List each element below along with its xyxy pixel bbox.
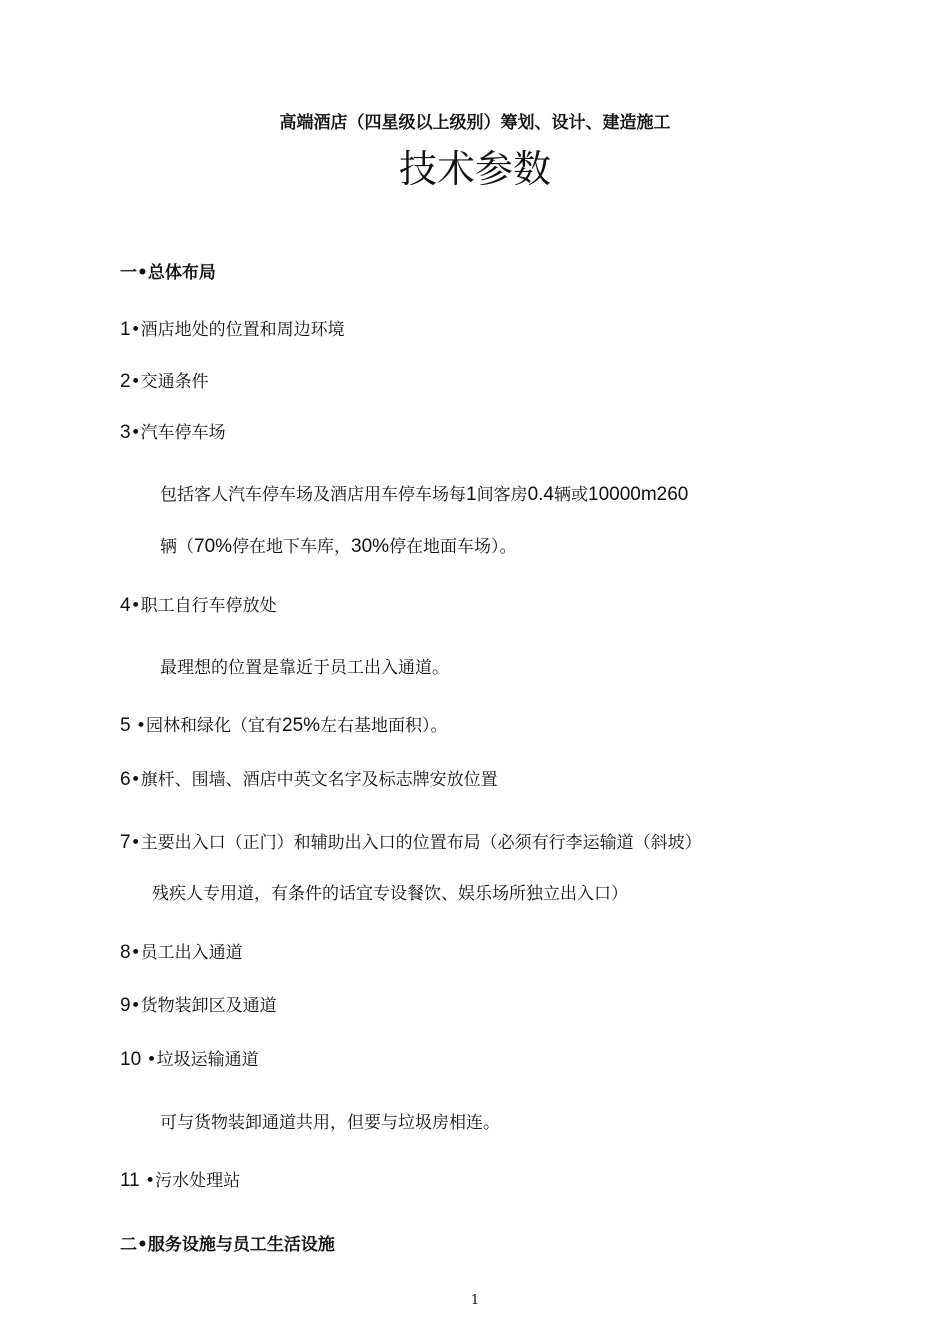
paragraph-entrances: 残疾人专用道，有条件的话宜专设餐饮、娱乐场所独立出入口） — [152, 884, 628, 904]
item-text: •园林和绿化（宜有 — [130, 716, 283, 736]
section-heading-2: 二•服务设施与员工生活设施 — [120, 1235, 335, 1255]
item-number: 5 — [120, 715, 131, 736]
item-text: •主要出入口（正门）和辅助出入口的位置布局（必须有行李运输道（斜坡） — [130, 833, 702, 853]
item-text: •员工出入通道 — [130, 943, 243, 963]
item-number: 6 — [120, 769, 131, 790]
item-number: 9 — [120, 995, 131, 1016]
item-text: •旗杆、围墙、酒店中英文名字及标志牌安放位置 — [130, 770, 498, 790]
list-item-3 — [120, 418, 226, 444]
item-text: •汽车停车场 — [130, 423, 226, 443]
item-text: •货物装卸区及通道 — [130, 996, 277, 1016]
item-text: •污水处理站 — [139, 1171, 241, 1191]
paragraph-garbage: 可与货物装卸通道共用，但要与垃圾房相连。 — [160, 1113, 500, 1133]
item-number: 3 — [120, 422, 131, 443]
section-heading-1: 一•总体布局 — [120, 263, 216, 283]
list-item-1 — [120, 315, 345, 341]
para-text: 辆或 — [554, 485, 588, 505]
list-item-5 — [120, 711, 448, 737]
para-text: 辆（ — [160, 537, 194, 557]
document-title: 技术参数 — [398, 147, 551, 191]
para-text: 停在地下车库， — [232, 537, 352, 557]
item-number: 11 — [120, 1170, 140, 1191]
para-text: 间客房 — [476, 485, 528, 505]
list-item-11 — [120, 1166, 240, 1192]
list-item-2 — [120, 367, 209, 393]
item-text: •酒店地处的位置和周边环境 — [130, 320, 345, 340]
para-number: 30% — [351, 536, 390, 557]
para-number: 0.4 — [527, 484, 554, 505]
para-text: 停在地面车场）。 — [389, 537, 517, 557]
list-item-8 — [120, 938, 243, 964]
para-text: 包括客人汽车停车场及酒店用车停车场每 — [160, 485, 466, 505]
paragraph-parking-1 — [160, 480, 688, 506]
para-number: 70% — [194, 536, 233, 557]
list-item-10 — [120, 1045, 259, 1071]
item-text: 左右基地面积）。 — [320, 716, 448, 736]
list-item-7 — [120, 828, 702, 854]
item-text: •交通条件 — [130, 372, 209, 392]
item-number: 7 — [120, 832, 131, 853]
item-number: 4 — [120, 595, 131, 616]
item-number: 8 — [120, 942, 131, 963]
page-number: 1 — [470, 1293, 480, 1308]
item-number: 10 — [120, 1049, 142, 1070]
item-number: 1 — [120, 319, 131, 340]
item-text: •职工自行车停放处 — [130, 596, 277, 616]
list-item-4 — [120, 591, 277, 617]
paragraph-bicycle: 最理想的位置是靠近于员工出入通道。 — [160, 658, 449, 678]
list-item-9 — [120, 991, 277, 1017]
item-number: 2 — [120, 371, 131, 392]
list-item-6 — [120, 765, 498, 791]
document-subtitle: 高端酒店（四星级以上级别）筹划、设计、建造施工 — [279, 113, 671, 133]
para-number: 1 — [466, 484, 477, 505]
para-number: 10000m260 — [588, 484, 689, 505]
item-text: •垃圾运输通道 — [141, 1050, 259, 1070]
item-percent: 25% — [282, 715, 321, 736]
paragraph-parking-2 — [160, 532, 517, 558]
